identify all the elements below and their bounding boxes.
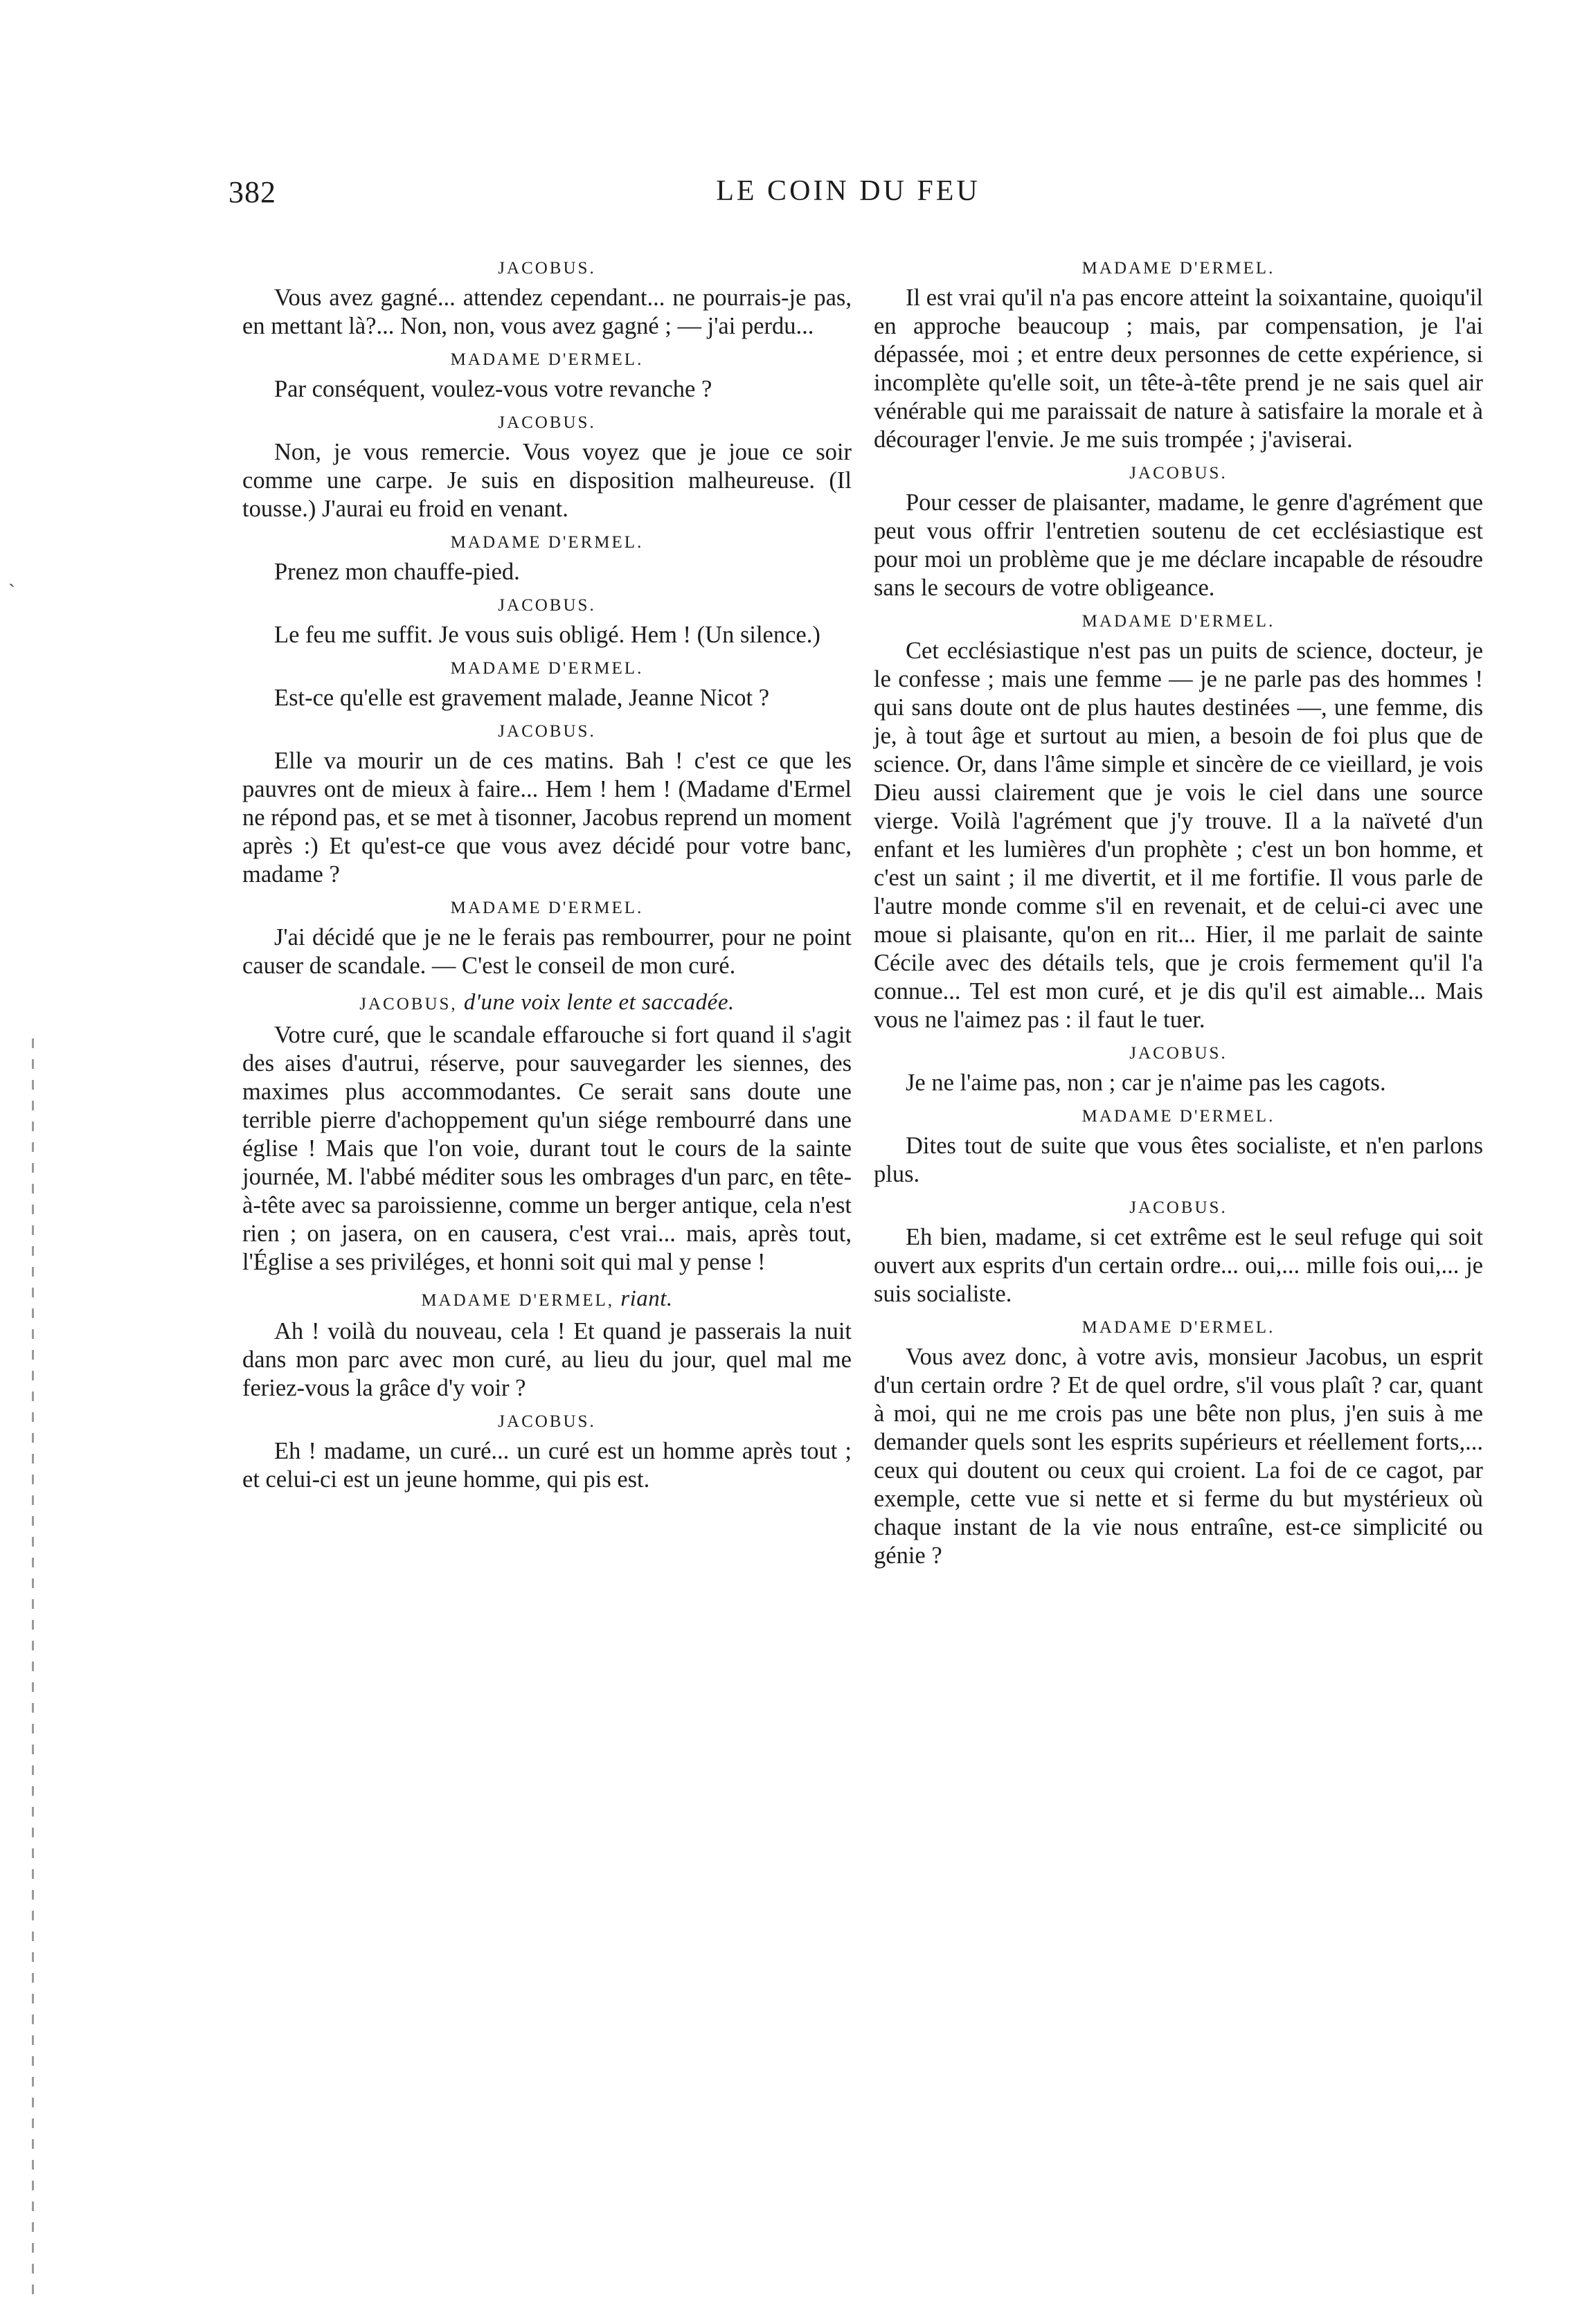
speech-paragraph: Votre curé, que le scandale effarouche si fort quand il s'agit des aises d'autrui, réserve, pour sauvegarder les siennes, des maximes plus accommodantes. Ce serait sans doute une terrible pierre d'achoppement qu'un siége rembourré dans une église ! Mais que l'on voie, durant tout le cours de la sainte journée, M. l'abbé méditer sous les ombrages d'un parc, en tête-à-tête avec sa paroissienne, comme un berger antique, cela n'est rien ; on jasera, on en causera, c'est vrai... mais, après tout, l'Église a ses priviléges, et honni soit qui mal y pense ! xyxy=(242,1022,852,1275)
speaker-label: JACOBUS. xyxy=(1129,1198,1228,1217)
speaker-name xyxy=(242,533,852,552)
speaker-label: JACOBUS. xyxy=(498,722,596,741)
right-column xyxy=(874,249,1483,1577)
speaker-name xyxy=(242,413,852,433)
speech-paragraph: Il est vrai qu'il n'a pas encore atteint la soixantaine, quoiqu'il en approche beaucoup ; mais, par compensation, je l'ai dépassée, moi ; et entre deux personnes de cette expérience, si incomplète qu'elle soit, un tête-à-tête prend je ne sais quel air vénérable qui me paraissait de nature à satisfaire la morale et à décourager l'envie. Je me suis trompée ; j'aviserai. xyxy=(874,285,1483,453)
speech-paragraph: Est-ce qu'elle est gravement malade, Jeanne Nicot ? xyxy=(274,685,770,711)
speaker-name xyxy=(242,990,852,1016)
speech-paragraph: J'ai décidé que je ne le ferais pas rembourrer, pour ne point causer de scandale. — C'est le conseil de mon curé. xyxy=(242,924,852,979)
speaker-label: MADAME D'ERMEL. xyxy=(1081,1107,1275,1126)
speaker-name xyxy=(242,350,852,370)
speech-paragraph: Ah ! voilà du nouveau, cela ! Et quand je passerais la nuit dans mon parc avec mon curé, au lieu du jour, quel mal me feriez-vous la grâce d'y voir ? xyxy=(242,1318,852,1401)
speaker-name xyxy=(242,899,852,918)
margin-mark: ` xyxy=(8,580,15,603)
speaker-name xyxy=(874,1198,1483,1218)
speaker-name xyxy=(874,259,1483,278)
speaker-label: MADAME D'ERMEL. xyxy=(450,659,644,678)
speech-paragraph: Vous avez gagné... attendez cependant... ne pourrais-je pas, en mettant là?... Non, non, vous avez gagné ; — j'ai perdu... xyxy=(242,285,852,339)
running-title: LE COIN DU FEU xyxy=(716,175,980,207)
speaker-name xyxy=(874,1044,1483,1063)
speech-paragraph: Le feu me suffit. Je vous suis obligé. Hem ! (Un silence.) xyxy=(274,622,820,648)
speech-paragraph: Prenez mon chauffe-pied. xyxy=(274,559,520,585)
speaker-name xyxy=(874,1107,1483,1126)
speaker-name xyxy=(242,596,852,615)
speaker-name xyxy=(242,722,852,741)
speech-paragraph: Dites tout de suite que vous êtes socialiste, et n'en parlons plus. xyxy=(874,1133,1483,1187)
left-column xyxy=(242,249,852,1501)
speech-paragraph: Je ne l'aime pas, non ; car je n'aime pas les cagots. xyxy=(906,1070,1386,1096)
speech-paragraph: Eh ! madame, un curé... un curé est un homme après tout ; et celui-ci est un jeune homme, qui pis est. xyxy=(242,1438,852,1493)
speaker-label: MADAME D'ERMEL. xyxy=(450,350,644,369)
speaker-label: JACOBUS. xyxy=(498,259,596,278)
speech-paragraph: Cet ecclésiastique n'est pas un puits de science, docteur, je le confesse ; mais une femme — je ne parle pas des hommes ! qui sans doute ont de plus hautes destinées —, une femme, dis je, à tout âge et surtout au mien, a besoin de foi plus que de science. Or, dans l'âme simple et sincère de ce vieillard, je vois Dieu aussi clairement que je vois le ciel dans une source vierge. Voilà l'agrément que j'y trouve. Il a la naïveté d'un enfant et les lumières d'un prophète ; c'est un bon homme, et c'est un saint ; il me divertit, et il me fortifie. Il vous parle de l'autre monde comme s'il en revenait, et de celui-ci avec une moue si plaisante, qu'on en rit... Hier, il me parlait de sainte Cécile avec des détails tels, que je crois fermement qu'il l'a connue... Tel est mon curé, et je dis qu'il est aimable... Mais vous ne l'aimez pas : il faut le tuer. xyxy=(874,638,1483,1033)
speaker-name xyxy=(242,259,852,278)
speaker-label: JACOBUS. xyxy=(498,1412,596,1431)
page-header xyxy=(228,174,1468,216)
speaker-label: MADAME D'ERMEL. xyxy=(1081,259,1275,278)
speaker-label: MADAME D'ERMEL, xyxy=(421,1291,614,1310)
speaker-name xyxy=(242,1286,852,1312)
speaker-name xyxy=(874,464,1483,483)
speaker-name xyxy=(242,1412,852,1432)
speaker-label: JACOBUS. xyxy=(498,596,596,615)
speaker-label: MADAME D'ERMEL. xyxy=(450,533,644,552)
speech-paragraph: Par conséquent, voulez-vous votre revanche ? xyxy=(274,376,712,402)
speaker-name xyxy=(874,1318,1483,1337)
speech-paragraph: Pour cesser de plaisanter, madame, le genre d'agrément que peut vous offrir l'entretien soutenu de cet ecclésiastique est pour moi un problème que je me déclare incapable de résoudre sans le secours de votre obligeance. xyxy=(874,489,1483,601)
speaker-label: JACOBUS. xyxy=(1129,464,1228,483)
speech-paragraph: Elle va mourir un de ces matins. Bah ! c'est ce que les pauvres ont de mieux à faire... Hem ! hem ! (Madame d'Ermel ne répond pas, et se met à tisonner, Jacobus reprend un moment après :) Et qu'est-ce que vous avez décidé pour votre banc, madame ? xyxy=(242,748,852,888)
stage-direction: riant. xyxy=(620,1286,673,1311)
speech-paragraph: Vous avez donc, à votre avis, monsieur Jacobus, un esprit d'un certain ordre ? Et de quel ordre, s'il vous plaît ? car, quant à moi, qui ne me crois pas une bête non plus, j'en suis à me demander quels sont les esprits supérieurs et réellement forts,... ceux qui doutent ou ceux qui croient. La foi de ce cagot, par exemple, cette vue si nette et si ferme du but mystérieux où chaque instant de la vie nous entraîne, est-ce simplicité ou génie ? xyxy=(874,1344,1483,1569)
speaker-name xyxy=(874,612,1483,631)
speaker-label: JACOBUS. xyxy=(498,413,596,432)
speaker-label: MADAME D'ERMEL. xyxy=(1081,612,1275,631)
speaker-label: JACOBUS. xyxy=(1129,1044,1228,1063)
page-number: 382 xyxy=(228,175,276,209)
speaker-label: JACOBUS, xyxy=(359,995,458,1014)
speech-paragraph: Non, je vous remercie. Vous voyez que je joue ce soir comme une carpe. Je suis en disposition malheureuse. (Il tousse.) J'aurai eu froid en venant. xyxy=(242,439,852,522)
speaker-label: MADAME D'ERMEL. xyxy=(1081,1318,1275,1337)
speaker-label: MADAME D'ERMEL. xyxy=(450,899,644,917)
page-edge-shadow xyxy=(32,1038,34,2305)
stage-direction: d'une voix lente et saccadée. xyxy=(463,990,735,1015)
speech-paragraph: Eh bien, madame, si cet extrême est le seul refuge qui soit ouvert aux esprits d'un certain ordre... oui,... mille fois oui,... je suis socialiste. xyxy=(874,1224,1483,1307)
speaker-name xyxy=(242,659,852,678)
